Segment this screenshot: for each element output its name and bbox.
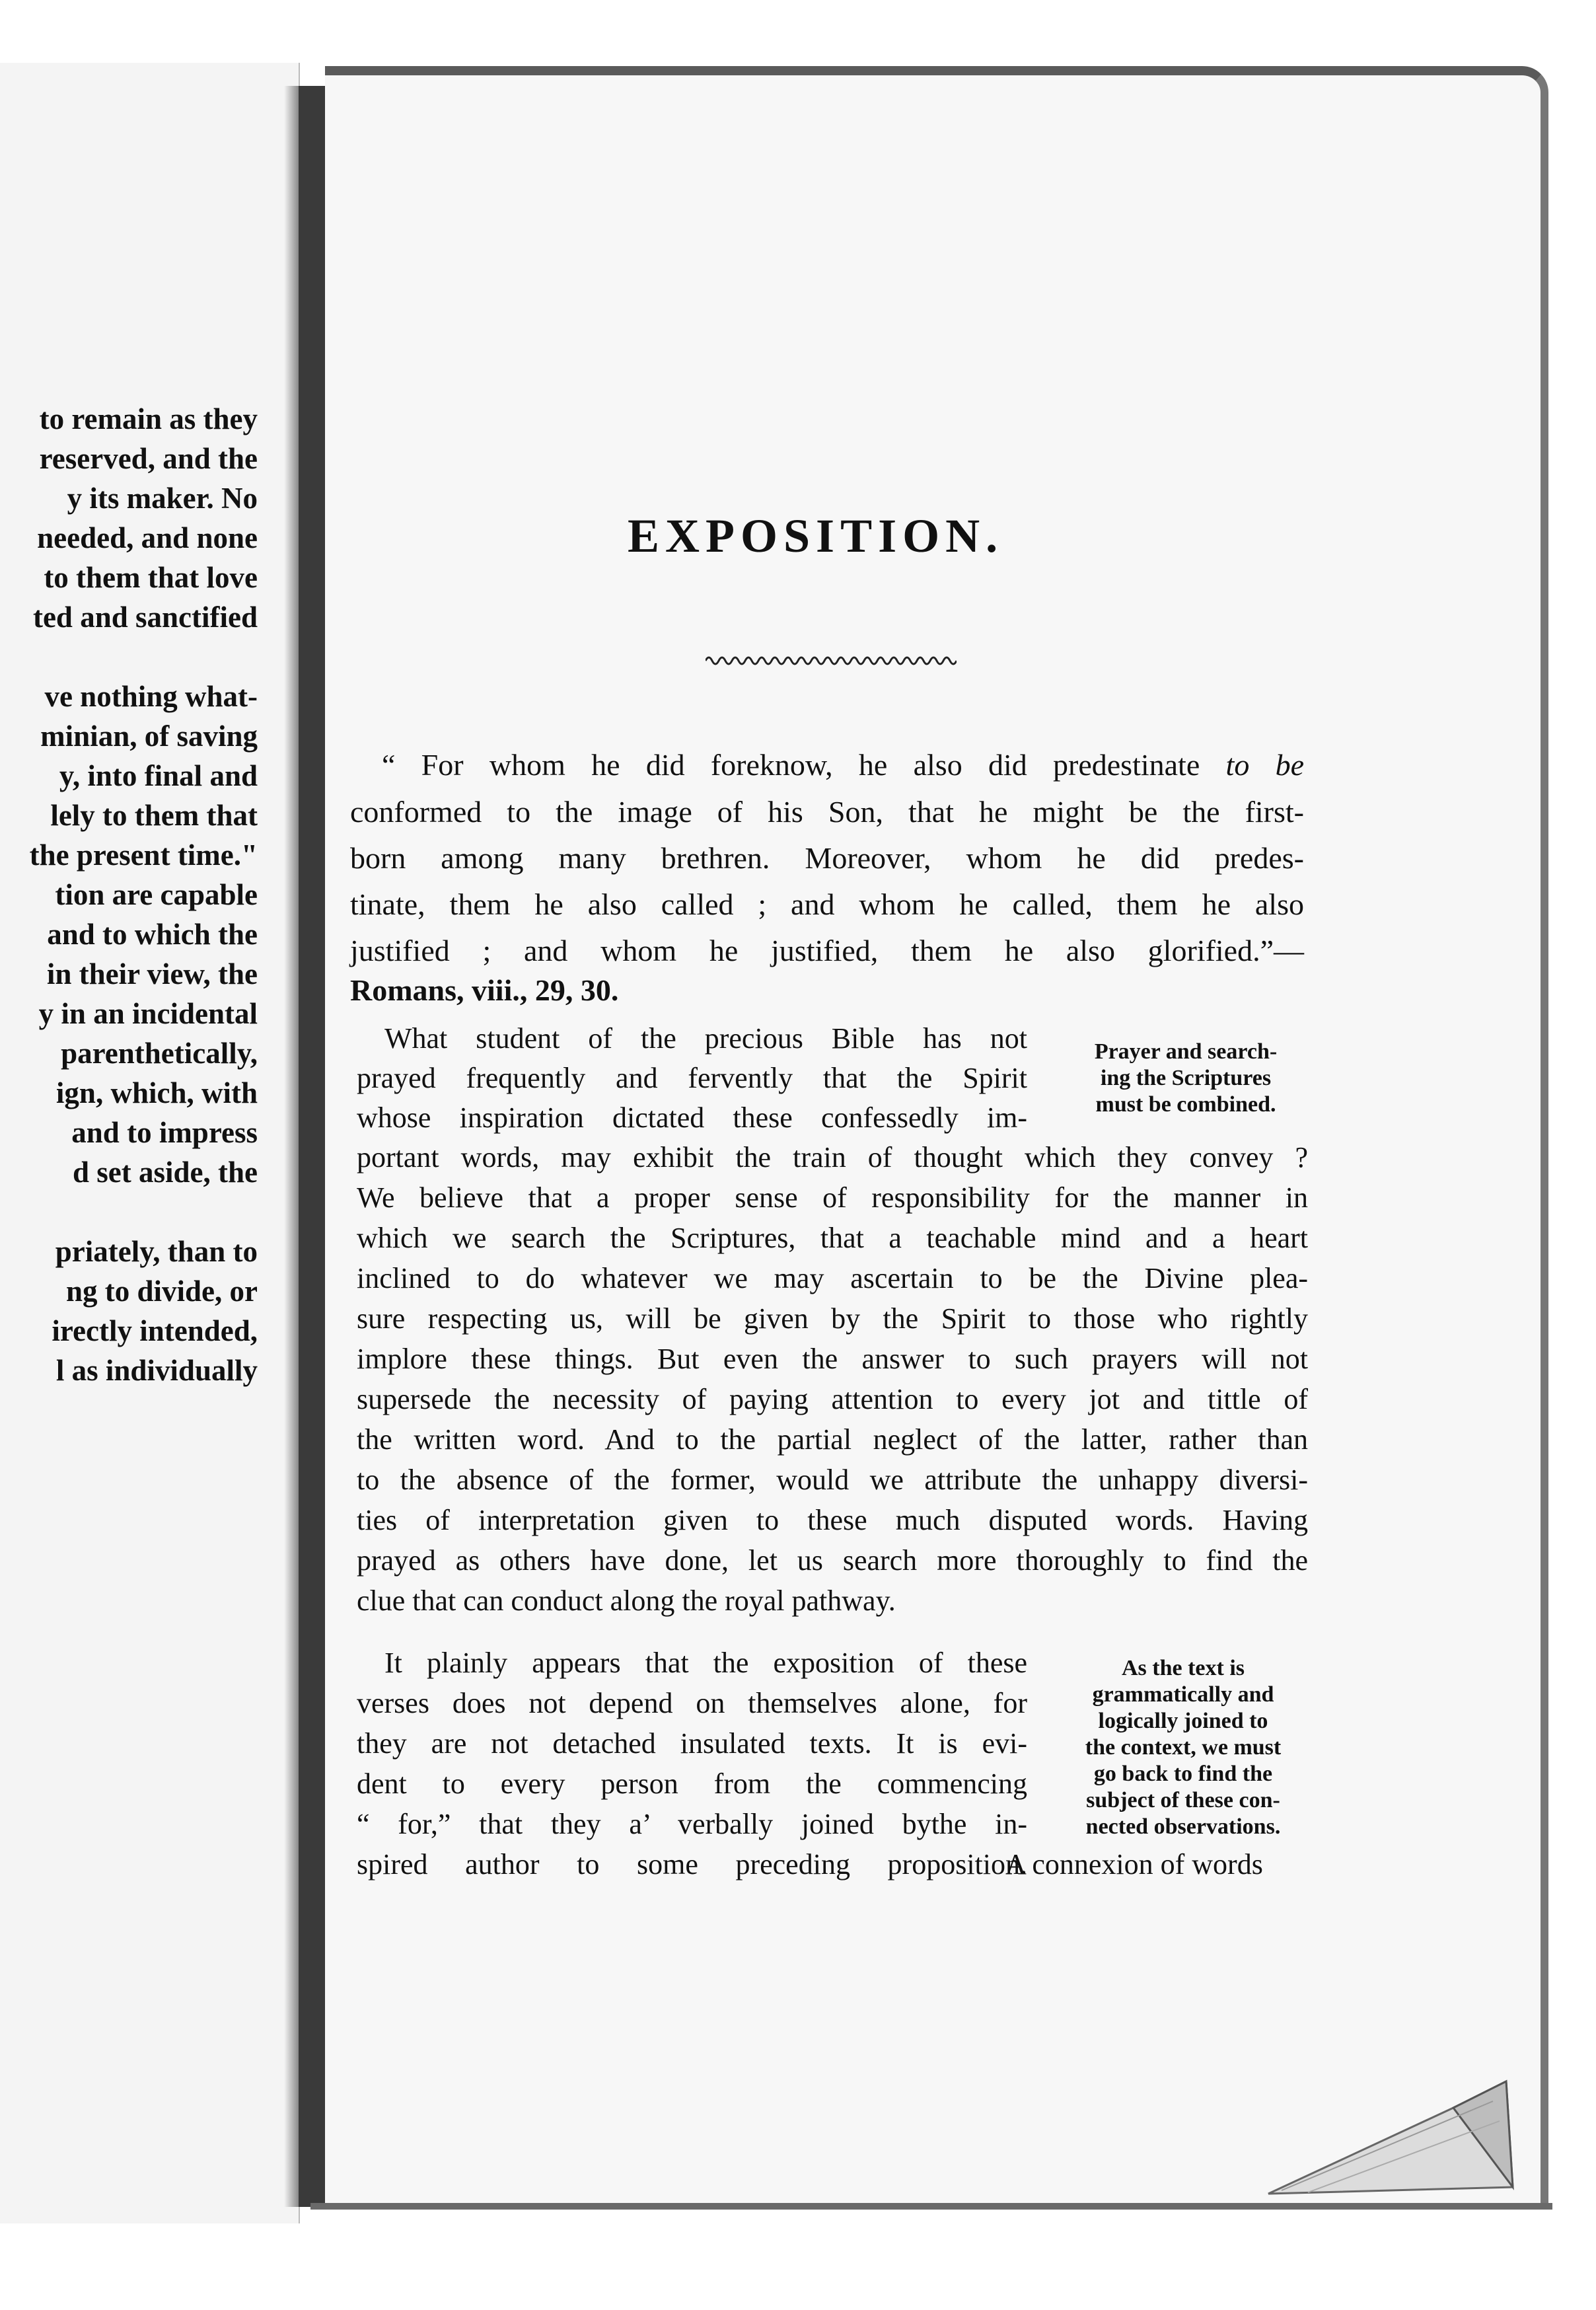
epigraph-line-2: conformed to the image of his Son, that he might be the first- <box>350 795 1304 829</box>
paragraph-1-line: which we search the Scriptures, that a teachable mind and a heart <box>357 1222 1308 1254</box>
left-page-line: priately, than to <box>55 1235 258 1268</box>
margin-note-2-line: go back to find the <box>1093 1762 1273 1786</box>
margin-note-2-line: grammatically and <box>1092 1682 1274 1707</box>
folded-corner <box>1255 2029 1519 2200</box>
left-page-line: and to which the <box>47 918 258 951</box>
margin-note-2-line: nected observations. <box>1085 1814 1281 1839</box>
page-bottom-edge <box>310 2203 1552 2210</box>
margin-note-2-line: logically joined to <box>1098 1709 1268 1733</box>
paragraph-1-line: supersede the necessity of paying attention to every jot and tittle of <box>357 1383 1308 1415</box>
margin-note-1-line: Prayer and search- <box>1094 1039 1278 1064</box>
epigraph-italic-phrase: to be <box>1225 748 1305 782</box>
paragraph-1-line: prayed as others have done, let us search more thoroughly to find the <box>357 1544 1308 1577</box>
left-page-line: l as individually <box>55 1354 258 1387</box>
margin-note-2-line: As the text is <box>1121 1656 1245 1680</box>
left-page-line: ign, which, with <box>55 1076 258 1109</box>
epigraph-line-3: born among many brethren. Moreover, whom he did predes- <box>350 841 1304 875</box>
epigraph-line-4: tinate, them he also called ; and whom he called, them he also <box>350 887 1304 921</box>
paragraph-1-line: ties of interpretation given to these much disputed words. Having <box>357 1504 1308 1536</box>
paragraph-1-line: portant words, may exhibit the train of thought which they convey ? <box>357 1141 1308 1174</box>
left-page-line: in their view, the <box>46 957 258 990</box>
left-page-line: y in an incidental <box>38 997 258 1030</box>
left-page-line: y its maker. No <box>67 482 258 515</box>
paragraph-2-line: verses does not depend on themselves alone, for <box>357 1687 1027 1719</box>
right-page <box>325 66 1548 2207</box>
margin-note-2-line: the context, we must <box>1085 1735 1282 1760</box>
margin-note-2-line: subject of these con- <box>1086 1788 1280 1812</box>
epigraph-line-1: “ For whom he did foreknow, he also did predestinate to be <box>382 748 1305 782</box>
paragraph-1-line: inclined to do whatever we may ascertain to be the Divine plea- <box>357 1262 1308 1294</box>
paragraph-1-line: We believe that a proper sense of responsibility for the manner in <box>357 1181 1308 1214</box>
left-page-line: reserved, and the <box>39 442 258 475</box>
left-page-line: minian, of saving <box>40 720 258 753</box>
epigraph-citation: Romans, viii., 29, 30. <box>350 973 619 1007</box>
left-page-line: the present time." <box>29 838 258 872</box>
wavy-rule-ornament <box>706 651 957 671</box>
left-facing-page <box>0 63 300 2223</box>
left-page-line: parenthetically, <box>61 1037 258 1070</box>
paragraph-1-line: What student of the precious Bible has not <box>384 1022 1027 1055</box>
left-page-line: ng to divide, or <box>65 1275 258 1308</box>
gutter-shadow <box>284 86 299 2207</box>
left-page-line: and to impress <box>71 1116 258 1149</box>
paragraph-2-trailing-text: A connexion of words <box>1005 1848 1263 1881</box>
paragraph-2-line: they are not detached insulated texts. It is evi- <box>357 1727 1027 1760</box>
book-gutter <box>299 86 325 2207</box>
paragraph-2-line: It plainly appears that the exposition of these <box>384 1647 1027 1679</box>
left-page-line: irectly intended, <box>52 1314 258 1347</box>
paragraph-2-line: “ for,” that they a’ verbally joined bythe in- <box>357 1808 1027 1840</box>
paragraph-2-line: dent to every person from the commencing <box>357 1768 1027 1800</box>
paragraph-2-line: spired author to some preceding proposition. <box>357 1848 1027 1881</box>
paragraph-1-line: clue that can conduct along the royal pathway. <box>357 1584 896 1617</box>
left-page-line: ve nothing what- <box>44 680 258 713</box>
left-page-line: y, into final and <box>59 759 258 792</box>
margin-note-1-line: must be combined. <box>1095 1092 1276 1117</box>
epigraph-line-5: justified ; and whom he justified, them he also glorified.”— <box>350 934 1304 967</box>
paragraph-1-line: implore these things. But even the answer to such prayers will not <box>357 1343 1308 1375</box>
left-page-line: tion are capable <box>55 878 258 911</box>
paragraph-1-line: sure respecting us, will be given by the Spirit to those who rightly <box>357 1302 1308 1335</box>
left-page-line: needed, and none <box>37 521 258 554</box>
margin-note-1-line: ing the Scriptures <box>1100 1066 1272 1090</box>
paragraph-1-line: prayed frequently and fervently that the Spirit <box>357 1062 1027 1094</box>
left-page-line: to them that love <box>44 561 258 594</box>
paragraph-1-line: whose inspiration dictated these confessedly im- <box>357 1101 1027 1134</box>
left-page-line: d set aside, the <box>73 1156 258 1189</box>
paragraph-1-line: the written word. And to the partial neglect of the latter, rather than <box>357 1423 1308 1456</box>
paragraph-1-line: to the absence of the former, would we attribute the unhappy diversi- <box>357 1464 1308 1496</box>
page-title: EXPOSITION. <box>628 509 1004 562</box>
left-page-line: lely to them that <box>50 799 258 832</box>
left-page-line: to remain as they <box>39 402 258 435</box>
left-page-line: ted and sanctified <box>32 601 258 634</box>
